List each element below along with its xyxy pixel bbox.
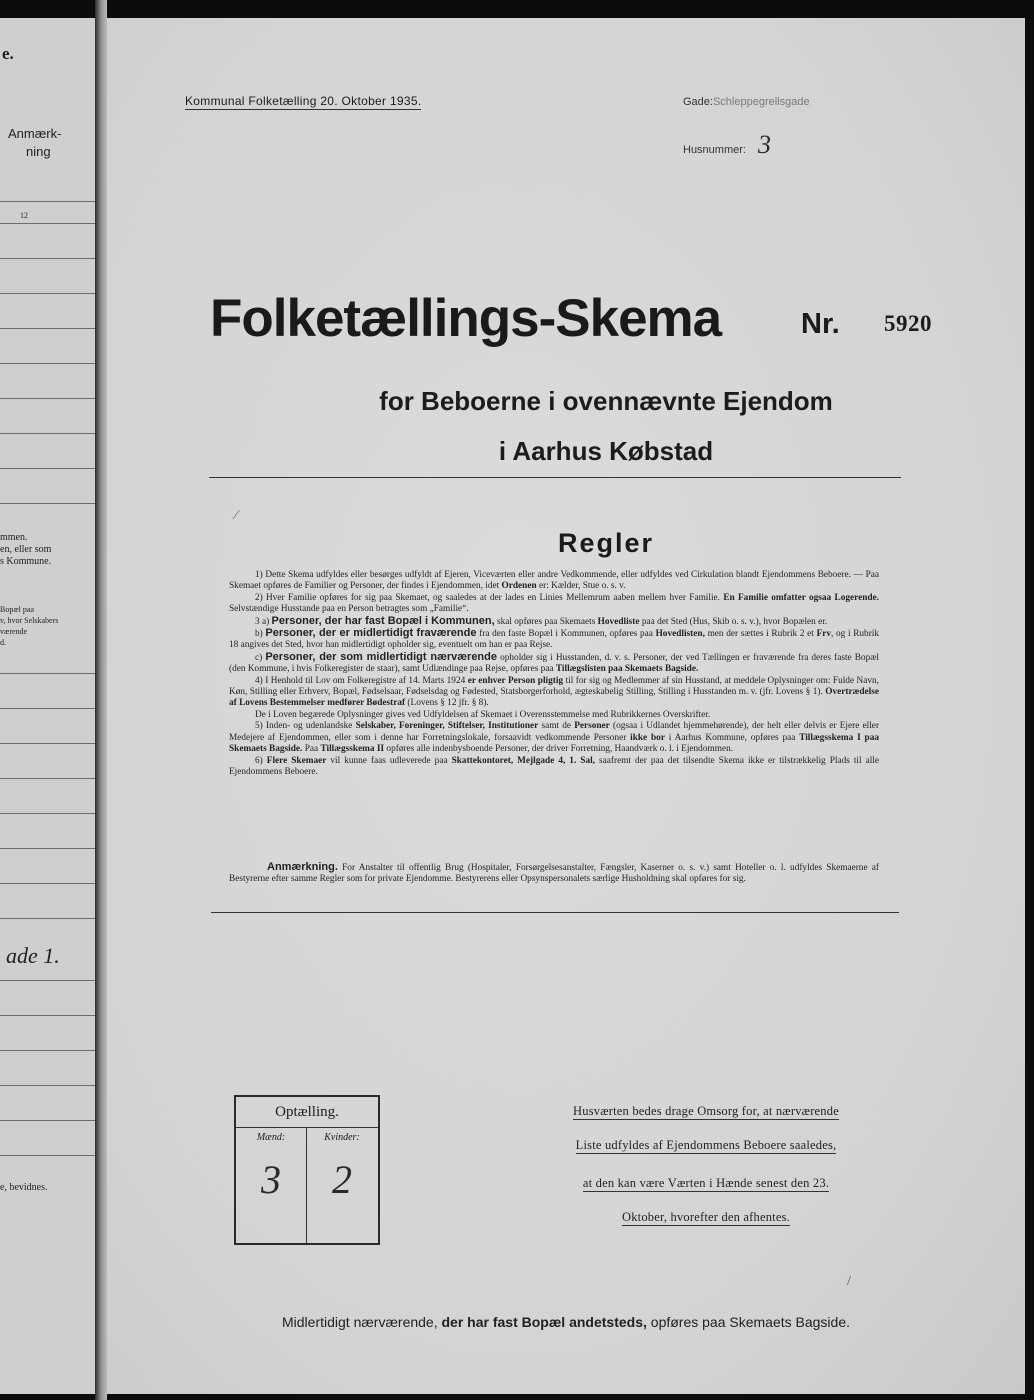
count-box-title: Optælling. xyxy=(236,1097,378,1128)
left-fragment: værende xyxy=(0,627,28,636)
notice-line-1: Husværten bedes drage Omsorg for, at nærværende xyxy=(573,1104,839,1118)
census-form-page xyxy=(107,18,1025,1394)
note-text: Anmærkning. For Anstalter til offentlig Brug (Hospitaler, Forsørgelsesanstalter, Fængsler, Kaserner o. s. v.) samt Hoteller o. l. udfyldes Skemaerne af Bestyrerne efter samme Regler som for private Ejendomme. Bestyrerens eller Opsynspersonalets særlige Husholdning skal opføres for sig. xyxy=(229,861,879,885)
street-field xyxy=(683,92,810,110)
house-number-label: Husnummer: xyxy=(683,144,746,156)
left-fragment: e. xyxy=(2,44,14,63)
left-page-edge xyxy=(0,18,95,1394)
left-fragment: v, hvor Selskabers xyxy=(0,616,59,625)
left-fragment: Bopæl paa xyxy=(0,605,34,614)
left-fragment: mmen. xyxy=(0,532,28,543)
left-fragment: Anmærk- xyxy=(8,126,62,141)
left-fragment: s Kommune. xyxy=(0,556,52,567)
pencil-mark: ⁄ xyxy=(235,508,238,523)
form-number-label: Nr. xyxy=(801,308,840,340)
divider-bottom xyxy=(211,912,899,913)
left-handwriting: ade 1. xyxy=(6,943,60,968)
subtitle-residents: for Beboerne i ovennævnte Ejendom xyxy=(379,386,833,416)
house-number-field xyxy=(683,130,771,160)
house-number-value: 3 xyxy=(757,130,771,159)
women-label: Kvinder: xyxy=(324,1132,360,1143)
count-box xyxy=(234,1095,380,1245)
census-header: Kommunal Folketælling 20. Oktober 1935. xyxy=(185,94,422,108)
left-fragment: d. xyxy=(0,638,6,647)
form-title: Folketællings-Skema xyxy=(210,289,722,348)
divider-top xyxy=(209,477,901,478)
women-count: 2 xyxy=(332,1157,352,1202)
street-value: Schleppegrellsgade xyxy=(712,96,810,108)
left-fragment: 12 xyxy=(20,211,28,220)
binding-gutter xyxy=(95,0,107,1400)
men-label: Mænd: xyxy=(256,1132,286,1143)
left-fragment: ning xyxy=(26,144,51,159)
pencil-mark: / xyxy=(847,1274,851,1289)
notice-line-4: Oktober, hvorefter den afhentes. xyxy=(622,1210,790,1224)
rules-heading: Regler xyxy=(557,528,655,558)
street-label: Gade: xyxy=(683,96,713,108)
men-count: 3 xyxy=(261,1157,281,1202)
notice-line-3: at den kan være Værten i Hænde senest den 23. xyxy=(582,1176,830,1190)
notice-line-2: Liste udfyldes af Ejendommens Beboere saaledes, xyxy=(575,1138,837,1152)
subtitle-city: i Aarhus Købstad xyxy=(498,436,714,466)
left-fragment: e, bevidnes. xyxy=(0,1182,48,1193)
note-label: Anmærkning. xyxy=(267,861,338,873)
rules-text: 1) Dette Skema udfyldes eller besørges udfyldt af Ejeren, Viceværten eller andre Vedkommende, eller udfyldes ved Cirkulation blandt Ejendommens Beboere. — Paa Skemaet opføres de Familier og Personer, der findes i Ejendommen, idet Ordenen er: Kælder, Stue o. s. v. 2) Hver Familie opføres for sig paa Skemaet, og saaledes at der lades en Linies Mellemrum aaben mellem hver Familie. En Familie omfatter ogsaa Logerende. Selvstændige Husstande paa en Person betragtes som „Familie“. 3 a) Personer, der har fast Bopæl i Kommunen, skal opføres paa Skemaets Hovedliste paa det Sted (Hus, Skib o. s. v.), hvor Bopælen er. b) Personer, der er midlertidigt fraværende fra den faste Bopæl i Kommunen, opføres paa Hovedlisten, men der sættes i Rubrik 2 et Frv, og i Rubrik 18 angives det Sted, hvor han midlertidigt opholder sig, eventuelt om han er paa Rejse. c) Personer, der som midlertidigt nærværende opholder sig i Husstanden, d. v. s. Personer, der ved Tællingen er fraværende fra deres faste Bopæl (den Kommune, i hvis Folkeregister de staar), samt Udlændinge paa Rejse, opføres paa Tillægslisten paa Skemaets Bagside. 4) I Henhold til Lov om Folkeregistre af 14. Marts 1924 er enhver Person pligtig til for sig og Medlemmer af sin Husstand, at meddele Oplysninger om: Fulde Navn, Køn, Stilling eller Erhverv, Bopæl, Fødselsaar, Fødselsdag og Fødested, Statsborgerforhold, ægteskabelig Stilling, Stilling i Husstanden m. v. (jfr. Lovens § 1). Overtrædelse af Lovens Bestemmelser medfører Bødestraf (Lovens § 12 jfr. § 8). De i Loven begærede Oplysninger gives ved Udfyldelsen af Skemaet i Overensstemmelse med Rubrikkernes Overskrifter. 5) Inden- og udenlandske Selskaber, Foreninger, Stiftelser, Institutioner samt de Personer (ogsaa i Udlandet hjemmehørende), der helt eller delvis er Ejere eller Medejere af Ejendommen, eller som i denne har Forretningslokale, forsaavidt vedkommende Personer ikke bor i Aarhus Kommune, opføres paa Tillægsskema I paa Skemaets Bagside. Paa Tillægsskema II opføres alle indenbysboende Personer, der driver Forretning, Haandværk o. l. i Ejendommen. 6) Flere Skemaer vil kunne faas udleverede paa Skattekontoret, Mejlgade 4, 1. Sal, saafremt der paa det tilsendte Skema ikke er tilstrækkelig Plads til alle Ejendommens Beboere. xyxy=(229,570,880,777)
left-fragment: en, eller som xyxy=(0,544,52,555)
form-number-value: 5920 xyxy=(884,311,932,336)
footer-note: Midlertidigt nærværende, der har fast Bopæl andetsteds, opføres paa Skemaets Bagside. xyxy=(281,1314,851,1330)
men-column xyxy=(236,1128,307,1243)
women-column xyxy=(307,1128,377,1243)
